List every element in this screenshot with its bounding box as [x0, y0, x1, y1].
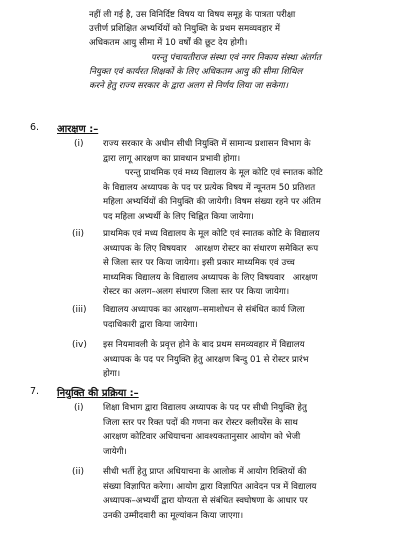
item-line: विद्यालय अध्यापक का आरक्षण–समाशोधन से संबंधित कार्य जिला — [103, 305, 305, 315]
intro-paragraph — [89, 8, 407, 93]
item-line: संख्या विज्ञापित करेगा। आयोग द्वारा विज्ञापित आवेदन पत्र में विद्यालय — [103, 481, 317, 492]
section-7-item-number: (ii) — [72, 467, 85, 477]
item-line: जायेगी। — [103, 446, 127, 457]
item-line: इस नियमावली के प्रवृत्त होने के बाद प्रथम समव्यवहार में विद्यालय — [103, 340, 305, 350]
item-line: परन्तु प्राथमिक एवं मध्य विद्यालय के मूल कोटि एवं स्नातक कोटि — [103, 168, 323, 179]
item-line: अध्यापक–अभ्यर्थी द्वारा योग्यता से संबंधित स्वघोषणा के आधार पर — [103, 496, 308, 507]
item-line: प्राथमिक एवं मध्य विद्यालय के मूल कोटि एवं स्नातक कोटि के विद्यालय — [103, 229, 320, 239]
item-line: महिला अभ्यर्थियों की नियुक्ति की जायेगी। विषम संख्या रहने पर अंतिम — [103, 197, 321, 208]
section-7-item-number: (i) — [74, 403, 84, 413]
section-7-number: 7. — [30, 386, 40, 397]
item-line: पदाधिकारी द्वारा किया जायेगा। — [103, 319, 198, 330]
item-line: माध्यमिक विद्यालय के विद्यालय अध्यापक के लिए विषयवार आरक्षण — [103, 272, 318, 283]
item-line: उनकी उम्मीदवारी का मूल्यांकन किया जाएगा। — [103, 510, 244, 521]
section-6-item-iii — [103, 303, 408, 332]
item-line: से जिला स्तर पर किया जायेगा। इसी प्रकार माध्यमिक एवं उच्च — [103, 258, 295, 269]
item-line: रोस्टर का अलग–अलग संधारण जिला स्तर पर किया जायेगा। — [103, 287, 290, 298]
item-line: के विद्यालय अध्यापक के पद पर प्रत्येक विषय में न्यूनतम 50 प्रतिशत — [103, 182, 316, 193]
intro-line: नहीं ली गई है, उस विनिर्दिष्ट विषय या विषय समूह के पात्रता परीक्षा — [89, 10, 296, 20]
section-6-item-ii — [103, 227, 408, 300]
section-6-item-number: (iii) — [72, 305, 87, 315]
item-line: शिक्षा विभाग द्वारा विद्यालय अध्यापक के पद पर सीधी नियुक्ति हेतु — [103, 403, 307, 413]
item-line: अध्यापक के लिए विषयवार आरक्षण रोस्टर का संधारण समेकित रूप — [103, 243, 319, 254]
section-6-item-i — [103, 137, 408, 225]
section-6-heading: आरक्षण :– — [57, 124, 99, 135]
section-6-item-iv — [103, 338, 408, 382]
section-7-item-i — [103, 401, 408, 459]
item-line: पद महिला अभ्यर्थी के लिए चिह्नित किया जायेगा। — [103, 211, 254, 222]
section-6-number: 6. — [30, 122, 40, 133]
intro-line: उत्तीर्ण प्रशिक्षित अभ्यर्थियों को नियुक्ति के प्रथम समव्यवहार में — [89, 24, 280, 35]
item-line: जिला स्तर पर रिक्त पदों की गणना कर रोस्टर क्लीयरेंस के साथ — [103, 417, 298, 428]
section-6-item-number: (ii) — [72, 229, 85, 239]
intro-proviso-line: परन्तु पंचायतीराज संस्था एवं नगर निकाय संस्था अंतर्गत — [151, 52, 321, 63]
item-line: सीधी भर्ती हेतु प्राप्त अधियाचना के आलोक में आयोग रिक्तियों की — [103, 467, 307, 477]
item-line: होगा। — [103, 369, 121, 380]
section-7-item-ii — [103, 465, 408, 523]
item-line: द्वारा लागू आरक्षण का प्रावधान प्रभावी होगा। — [103, 153, 241, 164]
item-line: आरक्षण कोटिवार अधियाचना आवश्यकतानुसार आयोग को भेजी — [103, 432, 301, 443]
item-line: अध्यापक के पद पर नियुक्ति हेतु आरक्षण बिन्दु 01 से रोस्टर प्रारंभ — [103, 354, 309, 365]
intro-line: अधिकतम आयु सीमा में 10 वर्षों की छूट देय होगी। — [89, 38, 248, 49]
section-7-heading: नियुक्ति की प्रक्रिया :– — [57, 388, 139, 399]
intro-proviso-line: नियुक्त एवं कार्यरत शिक्षकों के लिए अधिकतम आयु की सीमा शिथिल — [89, 66, 303, 77]
section-6-item-number: (i) — [74, 139, 84, 149]
section-6-item-number: (iv) — [72, 340, 87, 350]
item-line: राज्य सरकार के अधीन सीधी नियुक्ति में सामान्य प्रशासन विभाग के — [103, 139, 311, 149]
intro-proviso-line: करने हेतु राज्य सरकार के द्वारा अलग से निर्णय लिया जा सकेगा। — [89, 81, 289, 92]
